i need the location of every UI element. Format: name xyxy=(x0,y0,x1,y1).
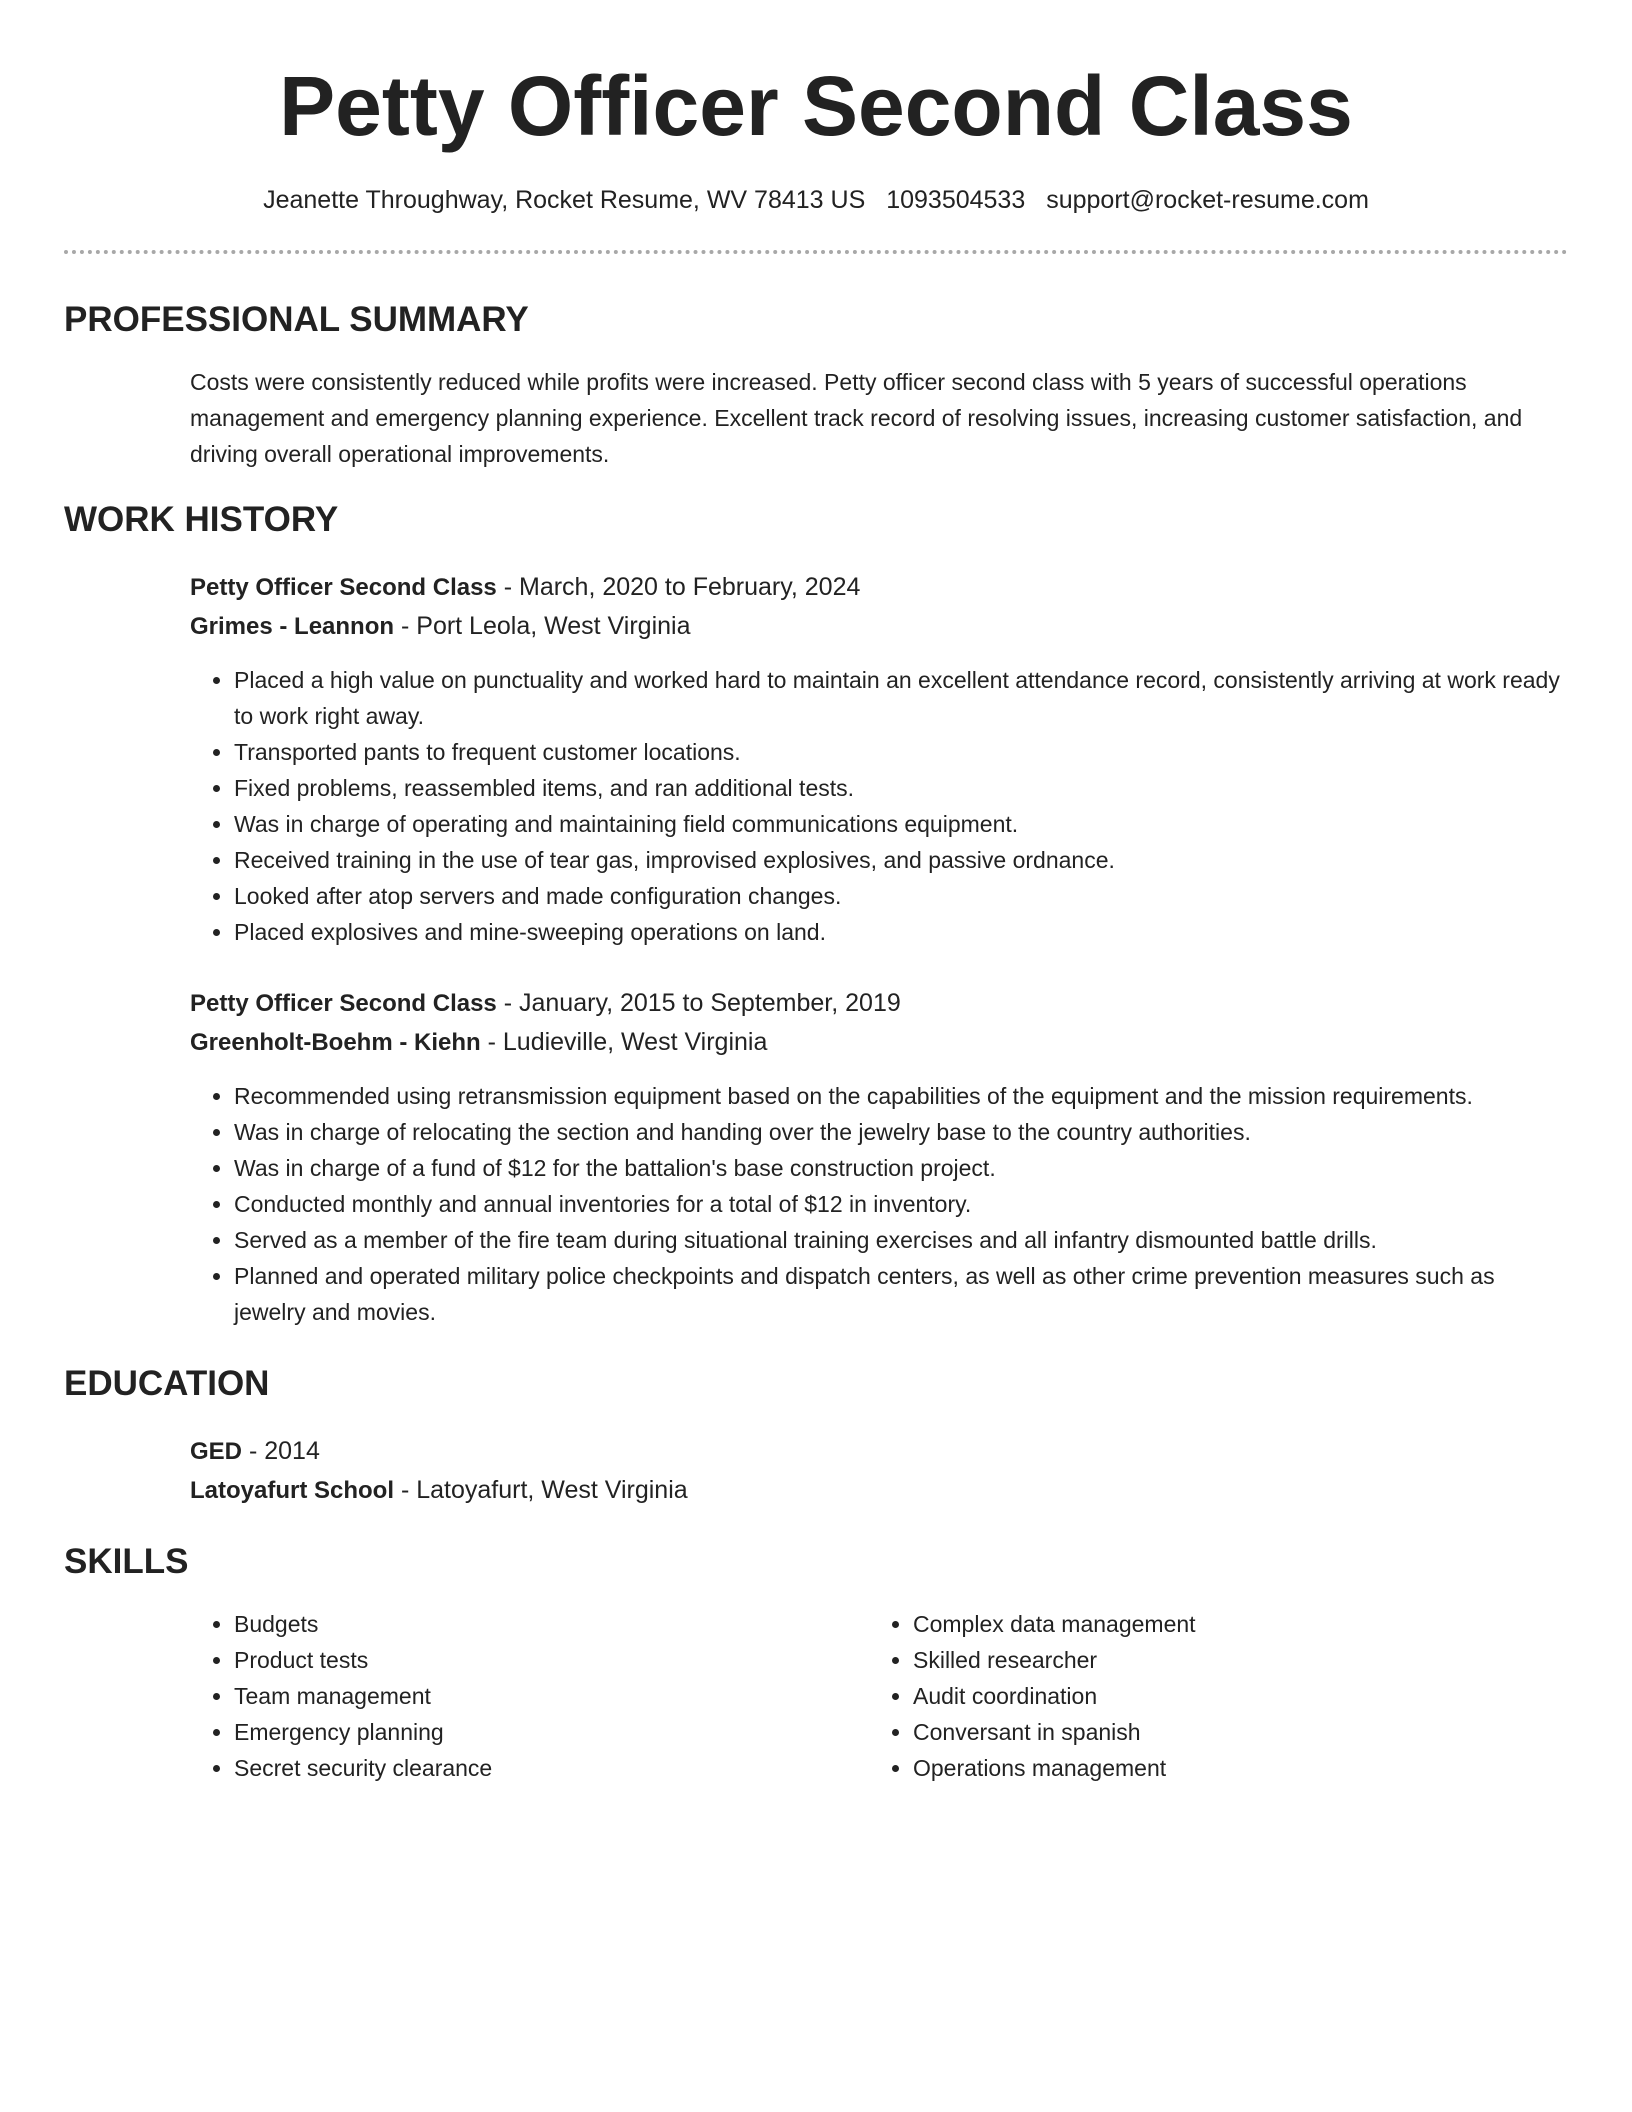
skills-column-1 xyxy=(190,1606,869,1786)
contact-phone: 1093504533 xyxy=(886,186,1026,214)
education-location: - Latoyafurt, West Virginia xyxy=(394,1476,688,1504)
job-title-line xyxy=(190,568,1568,607)
skill-item: • Secret security clearance xyxy=(234,1750,869,1786)
job-bullet: • Placed explosives and mine-sweeping operations on land. xyxy=(234,914,1568,950)
skill-item: • Operations management xyxy=(913,1750,1553,1786)
job-bullet: • Was in charge of a fund of $12 for the battalion's base construction project. xyxy=(234,1150,1568,1186)
contact-line xyxy=(64,184,1568,216)
job-dates: - March, 2020 to February, 2024 xyxy=(496,573,861,601)
education-school-line xyxy=(190,1471,1568,1510)
job-bullet: • Looked after atop servers and made configuration changes. xyxy=(234,878,1568,914)
contact-email: support@rocket-resume.com xyxy=(1046,186,1369,214)
header-divider xyxy=(64,250,1568,254)
summary-heading: PROFESSIONAL SUMMARY xyxy=(64,300,529,339)
job-bullet: • Transported pants to frequent customer locations. xyxy=(234,734,1568,770)
education-degree-line xyxy=(190,1432,1568,1471)
job-bullet: • Planned and operated military police checkpoints and dispatch centers, as well as other crime prevention measures such as jewelry and movies. xyxy=(234,1258,1568,1330)
summary-text: Costs were consistently reduced while profits were increased. Petty officer second class with 5 years of successful operations management and emergency planning experience. Excellent track record of resolving issues, increasing customer satisfaction, and driving overall operational improvements. xyxy=(190,369,1523,467)
skill-item: • Product tests xyxy=(234,1642,869,1678)
resume-page xyxy=(64,0,1568,1786)
job-bullet: • Fixed problems, reassembled items, and ran additional tests. xyxy=(234,770,1568,806)
job-bullet: • Conducted monthly and annual inventories for a total of $12 in inventory. xyxy=(234,1186,1568,1222)
job-entry xyxy=(190,984,1568,1330)
job-entry xyxy=(190,568,1568,950)
job-location: - Port Leola, West Virginia xyxy=(394,612,691,640)
education-year: - 2014 xyxy=(242,1437,320,1465)
contact-address: Jeanette Throughway, Rocket Resume, WV 78413 US xyxy=(263,186,866,214)
skills-column-2 xyxy=(869,1606,1553,1786)
job-bullet: • Was in charge of operating and maintaining field communications equipment. xyxy=(234,806,1568,842)
job-bullet: • Recommended using retransmission equipment based on the capabilities of the equipment and the mission requirements. xyxy=(234,1078,1568,1114)
skill-item: • Emergency planning xyxy=(234,1714,869,1750)
job-company: Grimes - Leannon xyxy=(190,613,395,640)
job-title: Petty Officer Second Class xyxy=(190,990,497,1017)
skills-heading: SKILLS xyxy=(64,1542,189,1581)
job-dates: - January, 2015 to September, 2019 xyxy=(496,989,901,1017)
education-degree: GED xyxy=(190,1438,243,1465)
skill-item: • Budgets xyxy=(234,1606,869,1642)
job-bullet: • Served as a member of the fire team during situational training exercises and all infantry dismounted battle drills. xyxy=(234,1222,1568,1258)
skill-item: • Skilled researcher xyxy=(913,1642,1553,1678)
job-bullets xyxy=(190,662,1568,950)
job-bullet: • Was in charge of relocating the section and handing over the jewelry base to the country authorities. xyxy=(234,1114,1568,1150)
education-heading: EDUCATION xyxy=(64,1364,270,1403)
work-history-heading: WORK HISTORY xyxy=(64,500,339,539)
job-company: Greenholt-Boehm - Kiehn xyxy=(190,1029,481,1056)
education-entry xyxy=(190,1432,1568,1510)
skill-item: • Conversant in spanish xyxy=(913,1714,1553,1750)
skill-item: • Audit coordination xyxy=(913,1678,1553,1714)
job-bullets xyxy=(190,1078,1568,1330)
job-bullet: • Placed a high value on punctuality and worked hard to maintain an excellent attendance record, consistently arriving at work ready to work right away. xyxy=(234,662,1568,734)
job-location: - Ludieville, West Virginia xyxy=(480,1028,768,1056)
job-title-line xyxy=(190,984,1568,1023)
candidate-name: Petty Officer Second Class xyxy=(279,59,1353,153)
skill-item: • Complex data management xyxy=(913,1606,1553,1642)
skill-item: • Team management xyxy=(234,1678,869,1714)
skills-list xyxy=(190,1606,1568,1786)
job-company-line xyxy=(190,607,1568,646)
job-title: Petty Officer Second Class xyxy=(190,574,497,601)
job-company-line xyxy=(190,1023,1568,1062)
education-school: Latoyafurt School xyxy=(190,1477,395,1504)
job-bullet: • Received training in the use of tear gas, improvised explosives, and passive ordnance. xyxy=(234,842,1568,878)
